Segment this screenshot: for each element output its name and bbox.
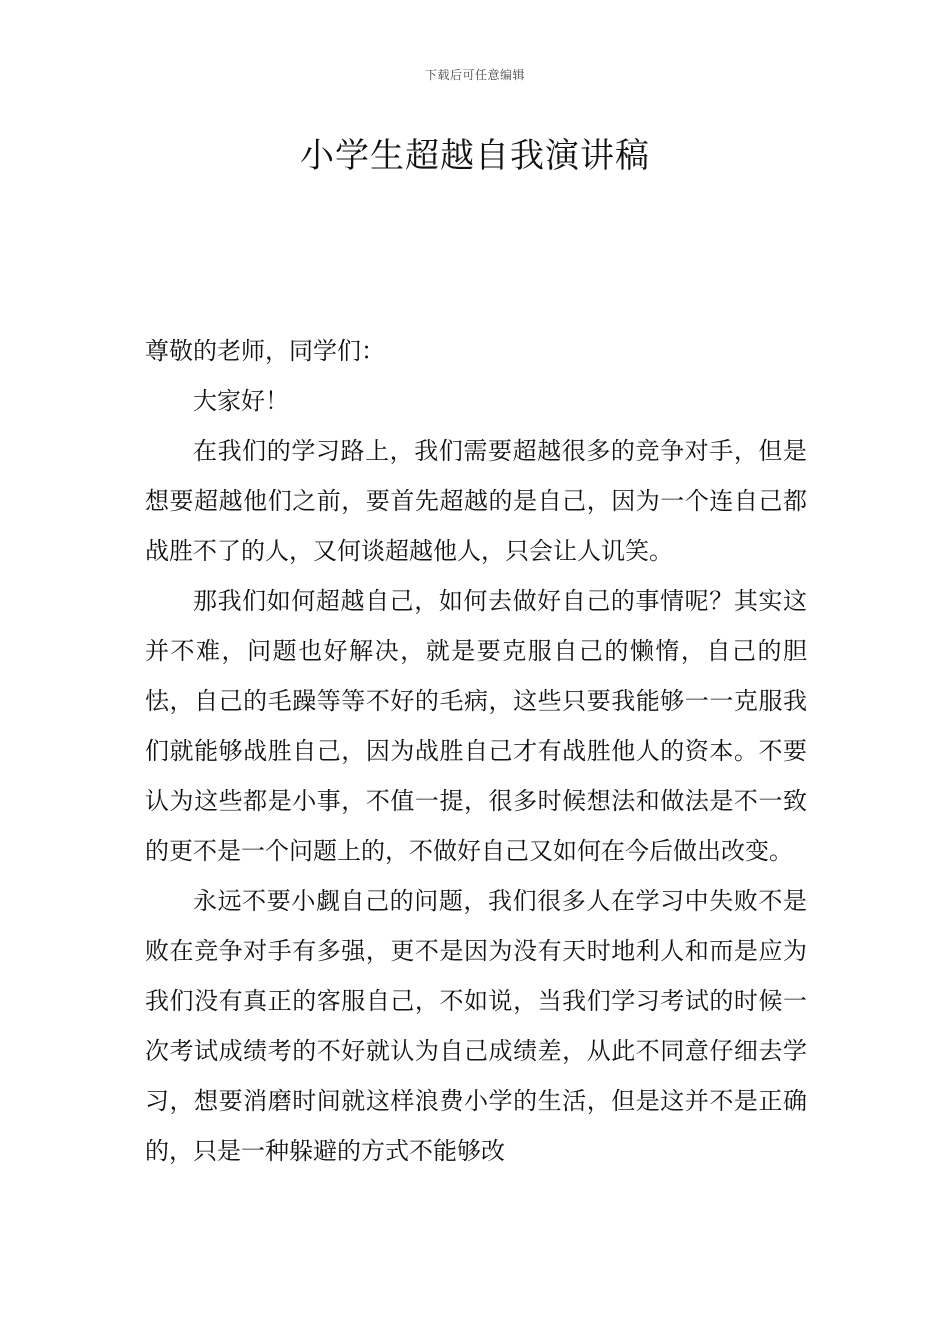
salutation: 尊敬的老师，同学们： [145, 337, 385, 365]
paragraph-1: 在我们的学习路上，我们需要超越很多的竞争对手，但是想要超越他们之前，要首先超越的是自己，因为一个连自己都战胜不了的人，又何谈超越他人，只会让人讥笑。 [145, 437, 807, 565]
paragraph-2: 那我们如何超越自己，如何去做好自己的事情呢？其实这并不难，问题也好解决，就是要克服自己的懒惰，自己的胆怯，自己的毛躁等等不好的毛病，这些只要我能够一一克服我们就能够战胜自己，因为战胜自己才有战胜他人的资本。不要认为这些都是小事，不值一提，很多时候想法和做法是不一致的更不是一个问题上的，不做好自己又如何在今后做出改变。 [145, 587, 807, 865]
paragraph-3: 永远不要小觑自己的问题，我们很多人在学习中失败不是败在竞争对手有多强，更不是因为没有天时地利人和而是应为我们没有真正的客服自己，不如说，当我们学习考试的时候一次考试成绩考的不好就认为自己成绩差，从此不同意仔细去学习，想要消磨时间就这样浪费小学的生活，但是这并不是正确的，只是一种躲避的方式不能够改 [145, 887, 807, 1165]
header-note: 下载后可任意编辑 [424, 68, 525, 82]
document-body [145, 326, 807, 1176]
paragraph-greeting: 大家好！ [193, 387, 289, 415]
document-title: 小学生超越自我演讲稿 [300, 136, 650, 176]
